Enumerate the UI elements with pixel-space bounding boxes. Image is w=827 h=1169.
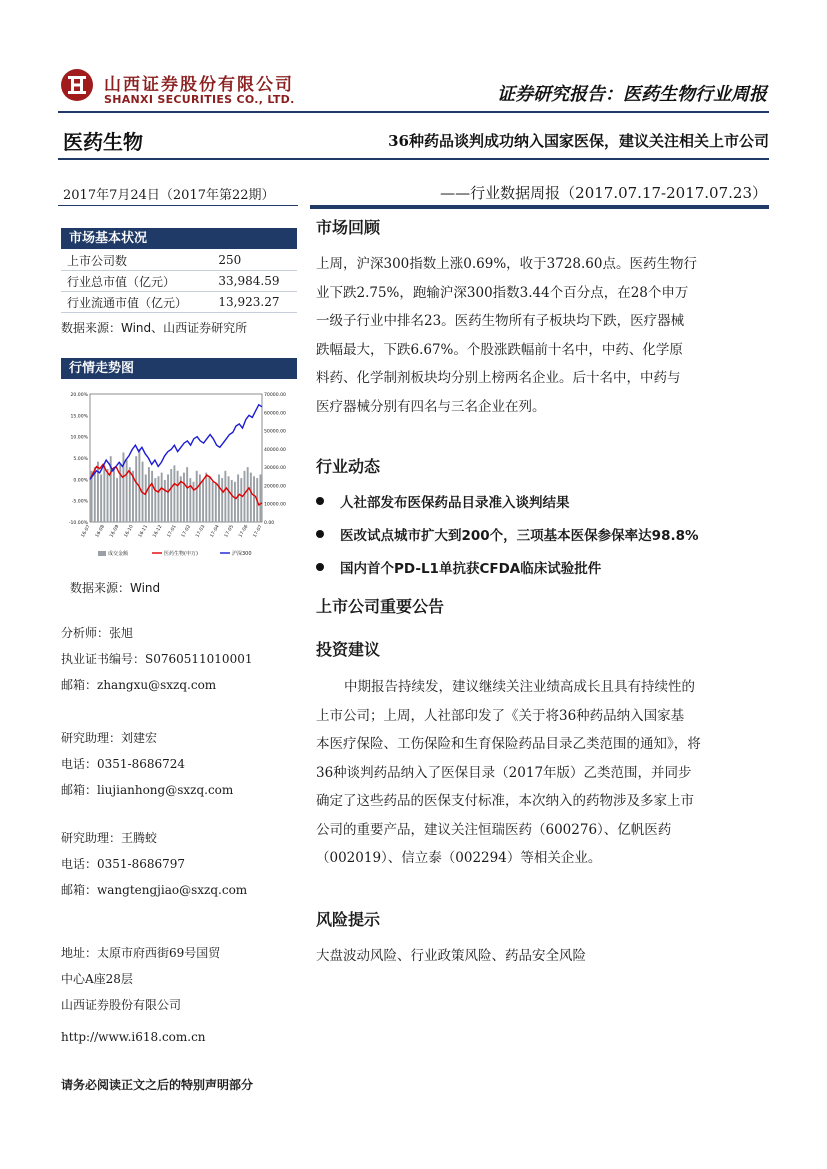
assistant1-phone: 电话：0351-8686724 [61, 757, 186, 771]
x-tick-label: 17-02 [181, 524, 193, 539]
right-tick-label: 0.00 [264, 521, 275, 526]
volume-bar [164, 480, 166, 522]
x-tick-label: 17-04 [209, 524, 221, 539]
x-tick-label: 16-12 [152, 524, 164, 539]
volume-bar [231, 480, 233, 522]
volume-bar [218, 474, 220, 522]
volume-bar [100, 474, 102, 522]
report-headline: 36种药品谈判成功纳入国家医保，建议关注相关上市公司 [388, 132, 769, 150]
bullet-icon [316, 497, 324, 505]
paragraph-line: 公司的重要产品，建议关注恒瑞医药（600276）、亿帆医药 [316, 821, 672, 838]
market-status-source: 数据来源：Wind、山西证券研究所 [61, 321, 248, 335]
volume-bar [94, 467, 96, 522]
report-date: 2017年7月24日（2017年第22期） [63, 188, 275, 203]
volume-bar [186, 467, 188, 522]
volume-bar [244, 471, 246, 522]
stat-value: 250 [214, 250, 297, 271]
right-tick-label: 30000.00 [264, 466, 286, 472]
volume-bar [189, 478, 191, 522]
analyst-email[interactable]: 邮箱：zhangxu@sxzq.com [61, 678, 217, 692]
paragraph-line: 上周，沪深300指数上涨0.69%，收于3728.60点。医药生物行 [316, 256, 697, 272]
volume-bar [183, 473, 185, 522]
volume-bar [208, 476, 210, 522]
volume-bar [158, 476, 160, 522]
volume-bar [234, 482, 236, 522]
paragraph-line: 确定了这些药品的医保支付标准，本次纳入的药物涉及多家上市 [316, 793, 694, 809]
address-company: 山西证券股份有限公司 [61, 998, 182, 1012]
volume-bar [161, 473, 163, 522]
right-tick-label: 20000.00 [264, 484, 286, 490]
volume-bar [177, 471, 179, 522]
trend-chart [62, 384, 298, 570]
analyst-block [61, 620, 252, 698]
paragraph-line: 中期报告持续发，建议继续关注业绩高成长且具有持续性的 [344, 679, 695, 695]
x-tick-label: 16-09 [109, 524, 121, 539]
industry-news-heading: 行业动态 [316, 457, 381, 476]
volume-bar [170, 469, 172, 522]
left-tick-label: -10.00% [68, 521, 88, 526]
paragraph-line: 医疗器械分别有四名与三名企业在列。 [316, 398, 546, 415]
assistant2-name: 研究助理：王腾蛟 [61, 831, 158, 845]
market-review-heading: 市场回顾 [316, 218, 381, 237]
legend-label: 医药生物(申万) [164, 551, 198, 557]
volume-bar [126, 460, 128, 522]
volume-bar [250, 473, 252, 522]
company-website-link[interactable]: http://www.i618.com.cn [61, 1030, 206, 1044]
x-tick-label: 16-08 [95, 524, 107, 539]
paragraph-line: 业下跌2.75%，跑输沪深300指数3.44个百分点，在28个申万 [316, 284, 689, 301]
report-type: 证券研究报告：医药生物行业周报 [497, 84, 767, 105]
volume-bar [173, 465, 175, 522]
assistant1-email[interactable]: 邮箱：liujianhong@sxzq.com [61, 783, 234, 797]
disclaimer-note: 请务必阅读正文之后的特别声明部分 [61, 1078, 254, 1092]
main-column-divider [310, 205, 769, 209]
paragraph-line: 本医疗保险、工伤保险和生育保险药品目录乙类范围的通知》，将 [316, 736, 701, 752]
company-logo-icon [60, 68, 94, 102]
paragraph-line: 一级子行业中排名23。医药生物所有子板块均下跌，医疗器械 [316, 313, 685, 329]
volume-bar [259, 474, 261, 522]
x-tick-label: 16-07 [80, 524, 92, 539]
volume-bar [196, 471, 198, 522]
risk-text: 大盘波动风险、行业政策风险、药品安全风险 [316, 948, 586, 964]
left-tick-label: 10.00% [70, 435, 88, 441]
left-tick-label: 5.00% [73, 457, 88, 462]
volume-bar [221, 478, 223, 522]
volume-bar [205, 473, 207, 522]
legend-label: 成交金额 [108, 551, 129, 557]
list-item [316, 557, 601, 577]
right-tick-label: 50000.00 [264, 429, 286, 435]
volume-bar [116, 478, 118, 522]
table-row [61, 271, 297, 292]
volume-bar [107, 469, 109, 522]
table-row [61, 292, 297, 313]
volume-bar [247, 467, 249, 522]
risk-heading: 风险提示 [316, 910, 381, 929]
sector-title: 医药生物 [63, 130, 143, 154]
volume-bar [224, 471, 226, 522]
x-tick-label: 17-06 [238, 524, 250, 539]
assistant2-email[interactable]: 邮箱：wangtengjiao@sxzq.com [61, 883, 248, 897]
stat-value: 33,984.59 [214, 271, 297, 292]
table-row [61, 250, 297, 271]
x-tick-label: 17-03 [195, 524, 207, 539]
title-divider [58, 158, 769, 160]
volume-bar [113, 467, 115, 522]
volume-bar [129, 467, 131, 522]
volume-bar [202, 480, 204, 522]
paragraph-line: 上市公司；上周，人社部印发了《关于将36种药品纳入国家基 [316, 707, 685, 724]
right-tick-label: 40000.00 [264, 447, 286, 453]
left-tick-label: 0.00% [73, 478, 88, 484]
bullet-icon [316, 563, 324, 571]
address-line: 地址：太原市府西街69号国贸 [61, 946, 221, 960]
volume-bar [199, 474, 201, 522]
volume-bar [212, 482, 214, 522]
trend-source: 数据来源：Wind [70, 581, 161, 595]
announcements-heading: 上市公司重要公告 [316, 597, 445, 616]
header-divider [58, 111, 769, 113]
news-item-text: 医改试点城市扩大到200个，三项基本医保参保率达98.8% [340, 528, 699, 544]
volume-bar [237, 474, 239, 522]
volume-bar [253, 476, 255, 522]
volume-bar [151, 471, 153, 522]
volume-bar [135, 456, 137, 522]
assistant2-phone: 电话：0351-8686797 [61, 857, 186, 871]
analyst-cert: 执业证书编号：S0760511010001 [61, 652, 253, 666]
stat-value: 13,923.27 [214, 292, 297, 313]
bullet-icon [316, 530, 324, 538]
paragraph-line: 跌幅最大，下跌6.67%。个股涨跌幅前十名中，中药、化学原 [316, 341, 683, 358]
investment-text [316, 673, 768, 873]
market-review-text [316, 250, 768, 421]
x-tick-label: 17-05 [224, 524, 236, 539]
trend-heading: 行情走势图 [61, 358, 297, 379]
address-line: 中心A座28层 [61, 972, 133, 986]
company-name-cn: 山西证券股份有限公司 [104, 75, 294, 95]
sidebar-top-divider [58, 205, 298, 206]
volume-bar [154, 478, 156, 522]
market-status-heading: 市场基本状况 [61, 228, 297, 249]
assistant1-block [61, 725, 233, 803]
legend-swatch-volume [98, 551, 106, 556]
assistant1-name: 研究助理：刘建宏 [61, 731, 158, 745]
volume-bar [148, 467, 150, 522]
company-name-en: SHANXI SECURITIES CO., LTD. [104, 93, 295, 106]
right-tick-label: 60000.00 [264, 411, 286, 417]
x-tick-label: 17-07 [252, 524, 264, 539]
left-tick-label: 20.00% [70, 393, 88, 398]
stat-label: 上市公司数 [61, 250, 214, 271]
volume-bar [167, 474, 169, 522]
volume-bar [240, 478, 242, 522]
volume-bar [145, 474, 147, 522]
assistant2-block [61, 825, 247, 903]
news-item-text: 人社部发布医保药品目录准入谈判结果 [340, 495, 570, 511]
volume-bar [228, 476, 230, 522]
left-tick-label: -5.00% [71, 499, 88, 505]
analyst-name: 分析师：张旭 [61, 626, 134, 640]
left-tick-label: 15.00% [70, 414, 88, 420]
address-block [61, 940, 220, 1050]
paragraph-line: 36种谈判药品纳入了医保目录（2017年版）乙类范围，并同步 [316, 764, 692, 781]
news-item-text: 国内首个PD-L1单抗获CFDA临床试验批件 [340, 561, 602, 577]
x-tick-label: 16-10 [123, 524, 135, 539]
report-subtitle: ——行业数据周报（2017.07.17-2017.07.23） [440, 184, 767, 202]
paragraph-line: 料药、化学制剂板块均分别上榜两名企业。后十名中，中药与 [316, 370, 681, 386]
investment-heading: 投资建议 [316, 640, 381, 659]
market-status-table [61, 250, 297, 313]
volume-bar [103, 465, 105, 522]
list-item [316, 491, 570, 511]
volume-bar [215, 484, 217, 522]
list-item [316, 524, 699, 544]
legend-label: 沪深300 [232, 551, 252, 557]
right-tick-label: 70000.00 [264, 393, 286, 398]
stat-label: 行业总市值（亿元） [61, 271, 214, 292]
right-tick-label: 10000.00 [264, 502, 286, 508]
x-tick-label: 16-11 [138, 524, 150, 539]
stat-label: 行业流通市值（亿元） [61, 292, 214, 313]
paragraph-line: （002019）、信立泰（002294）等相关企业。 [316, 850, 602, 866]
x-tick-label: 17-01 [166, 524, 178, 539]
